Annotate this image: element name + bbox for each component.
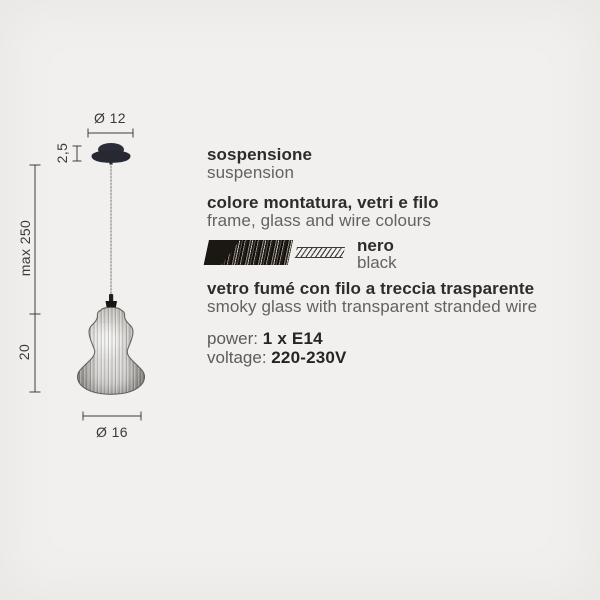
- colour-heading-en: frame, glass and wire colours: [207, 211, 431, 230]
- type-heading-en: suspension: [207, 163, 295, 182]
- dimension-line-canopy-diameter: [88, 129, 133, 138]
- canopy-diameter-label: Ø 12: [94, 110, 126, 126]
- canopy-height-label: 2,5: [54, 142, 70, 164]
- shade-height-label: 20: [16, 343, 32, 361]
- voltage-value: 220-230V: [271, 348, 347, 367]
- colour-name-block: [357, 237, 397, 271]
- power-value: 1 x E14: [262, 329, 323, 348]
- max-drop-label: max 250: [17, 219, 33, 277]
- power-line: [207, 329, 347, 348]
- voltage-line: [207, 348, 347, 367]
- type-block: [207, 146, 312, 182]
- colour-heading-it: colore montatura, vetri e filo: [207, 193, 439, 212]
- frame-colour-swatch-icon: [204, 240, 293, 265]
- material-block: [207, 280, 537, 316]
- colour-name-en: black: [357, 253, 397, 272]
- power-label: power:: [207, 329, 263, 348]
- ceiling-canopy: [92, 143, 131, 165]
- colour-name-it: nero: [357, 236, 394, 255]
- dimension-line-canopy-height: [73, 146, 82, 161]
- voltage-label: voltage:: [207, 348, 272, 367]
- glass-shade: [70, 300, 152, 400]
- material-it: vetro fumé con filo a treccia trasparente: [207, 279, 535, 298]
- colour-heading-block: [207, 194, 439, 230]
- electrical-block: [207, 329, 347, 367]
- material-en: smoky glass with transparent stranded wire: [207, 297, 538, 316]
- type-heading-it: sospensione: [207, 145, 313, 164]
- dimension-line-shade-diameter: [83, 412, 141, 421]
- wire-colour-hatch-icon: [295, 247, 345, 258]
- shade-diameter-label: Ø 16: [96, 424, 128, 440]
